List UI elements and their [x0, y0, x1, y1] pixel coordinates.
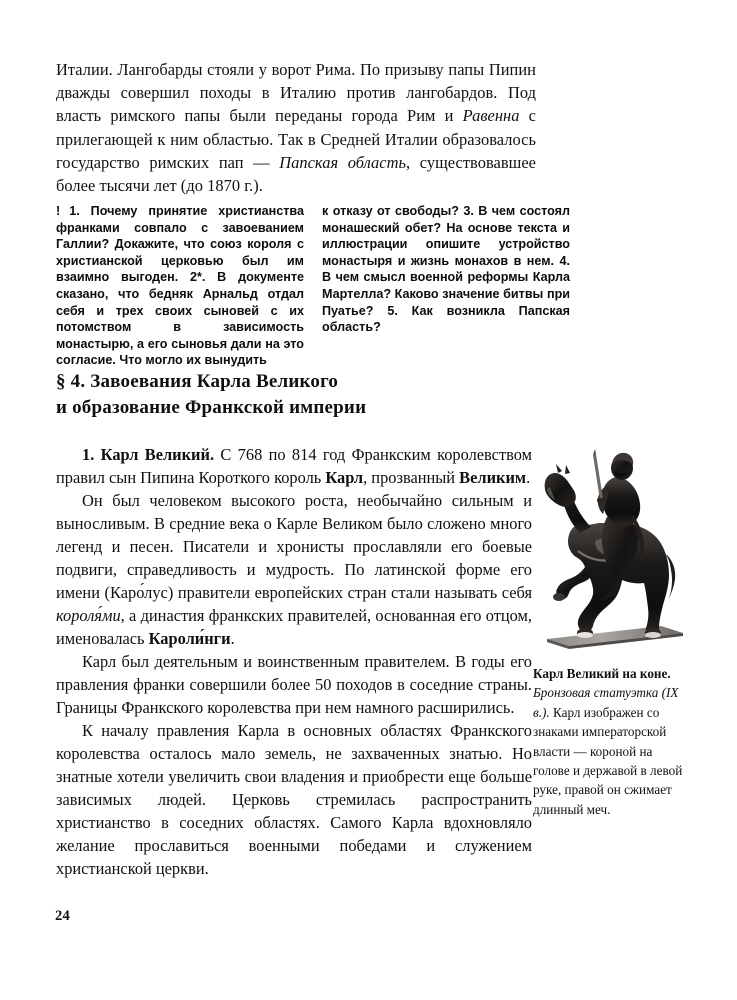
- questions-left-column: [56, 203, 304, 369]
- questions-block: [56, 203, 570, 369]
- paragraph-1-seg-4: , прозванный: [363, 468, 460, 487]
- paragraph-2-italic-korolyami: короля́ми: [56, 606, 121, 625]
- body-paragraph-1: [56, 443, 532, 489]
- figure-caption-description: Карл изображен со знаками императорской власти — короной на голове и державой в левой руке, правой он сжимает длинный меч.: [533, 704, 683, 817]
- paragraph-2-seg-1: Он был человеком высокого роста, необычайно сильным и выносливым. В средние века о Карле Великом было сложено много легенд и песен. Писатели и хронисты прославляли его боевые подвиги, справедливость и мудрость. По латинской форме его имени (Каро́лус) правители европейских стран стали называть себя: [56, 491, 532, 602]
- figure-caption-title: Карл Великий на коне.: [533, 666, 671, 681]
- figure-caption: [533, 664, 685, 819]
- paragraph-2-bold-karolingi: Кароли́нги: [148, 629, 231, 648]
- questions-right-column: [322, 203, 570, 369]
- body-text-column: [56, 443, 532, 880]
- body-paragraph-4: К началу правления Карла в основных областях Франкского королевства осталось мало земель, не захваченных знатью. Но знатные хотели увеличить свои владения и приобрести еще больше зависимых людей. Церковь стремилась распространить христианство в соседних областях. Самого Карла вдохновляло желание прославиться военными победами и служением христианской церкви.: [56, 721, 532, 878]
- section-heading-line-1: § 4. Завоевания Карла Великого: [56, 371, 339, 392]
- paragraph-1-seg-2: С 768 по 814 год Франкским королевством правил сын Пипина Короткого король: [56, 445, 532, 487]
- section-heading: [56, 369, 526, 420]
- questions-right-text: к отказу от свободы? 3. В чем состоял монашеский обет? На основе текста и иллюстрации опишите устройство монастыря и жизнь монахов в нем. 4. В чем смысл военной реформы Карла Мартелла? Каково значение битвы при Пуатье? 5. Как возникла Папская область?: [322, 204, 570, 335]
- top-paragraph-seg-1: Италии. Лангобарды стояли у ворот Рима. По призыву папы Пипин дважды совершил походы в Италию против лангобардов. Под власть римского папы были переданы города Рим и: [56, 60, 536, 126]
- figure-block: [533, 443, 693, 819]
- paragraph-1-bold-karl: Карл: [325, 468, 364, 487]
- top-paragraph-italic-ravenna: Равенна: [462, 106, 520, 126]
- body-paragraph-2: [56, 489, 532, 650]
- bronze-equestrian-statuette-image: [533, 443, 688, 650]
- body-paragraph-3: Карл был деятельным и воинственным правителем. В годы его правления франки совершили более 50 походов в соседние страны. Границы Франкского королевства при нем намного расширились.: [56, 652, 532, 717]
- figure-caption-source: Бронзовая статуэтка (IX в.).: [533, 685, 679, 720]
- top-paragraph-seg-3: с прилегающей к ним областью. Так в Средней Италии образовалось государство римских пап —: [56, 106, 536, 172]
- top-paragraph-italic-papal-state: Папская область: [279, 152, 407, 172]
- question-marker-icon: !: [56, 204, 61, 218]
- paragraph-1-bold-velikim: Великим: [459, 468, 527, 487]
- paragraph-1-lead-label: 1. Карл Великий.: [82, 445, 215, 464]
- top-paragraph-seg-5: , существовавшее более тысячи лет (до 1870 г.).: [56, 152, 536, 196]
- page-number: 24: [55, 908, 71, 924]
- section-heading-line-2: и образование Франкской империи: [56, 396, 367, 418]
- questions-left-text: 1. Почему принятие христианства франками совпало с завоеванием Галлии? Докажите, что союз короля с христианской церковью был им взаимно выгоден. 2*. В документе сказано, что бедняк Арнальд отдал себя и трех своих сыновей с их потомством в зависимость монастырю, а его сыновья дали на это согласие. Что могло их вынудить: [56, 204, 304, 368]
- paragraph-2-seg-3: , а династия франкских правителей, основанная его отцом, именовалась: [56, 606, 532, 648]
- paragraph-1-seg-6: .: [526, 468, 531, 487]
- top-paragraph: [56, 58, 536, 197]
- paragraph-2-seg-5: .: [230, 629, 235, 648]
